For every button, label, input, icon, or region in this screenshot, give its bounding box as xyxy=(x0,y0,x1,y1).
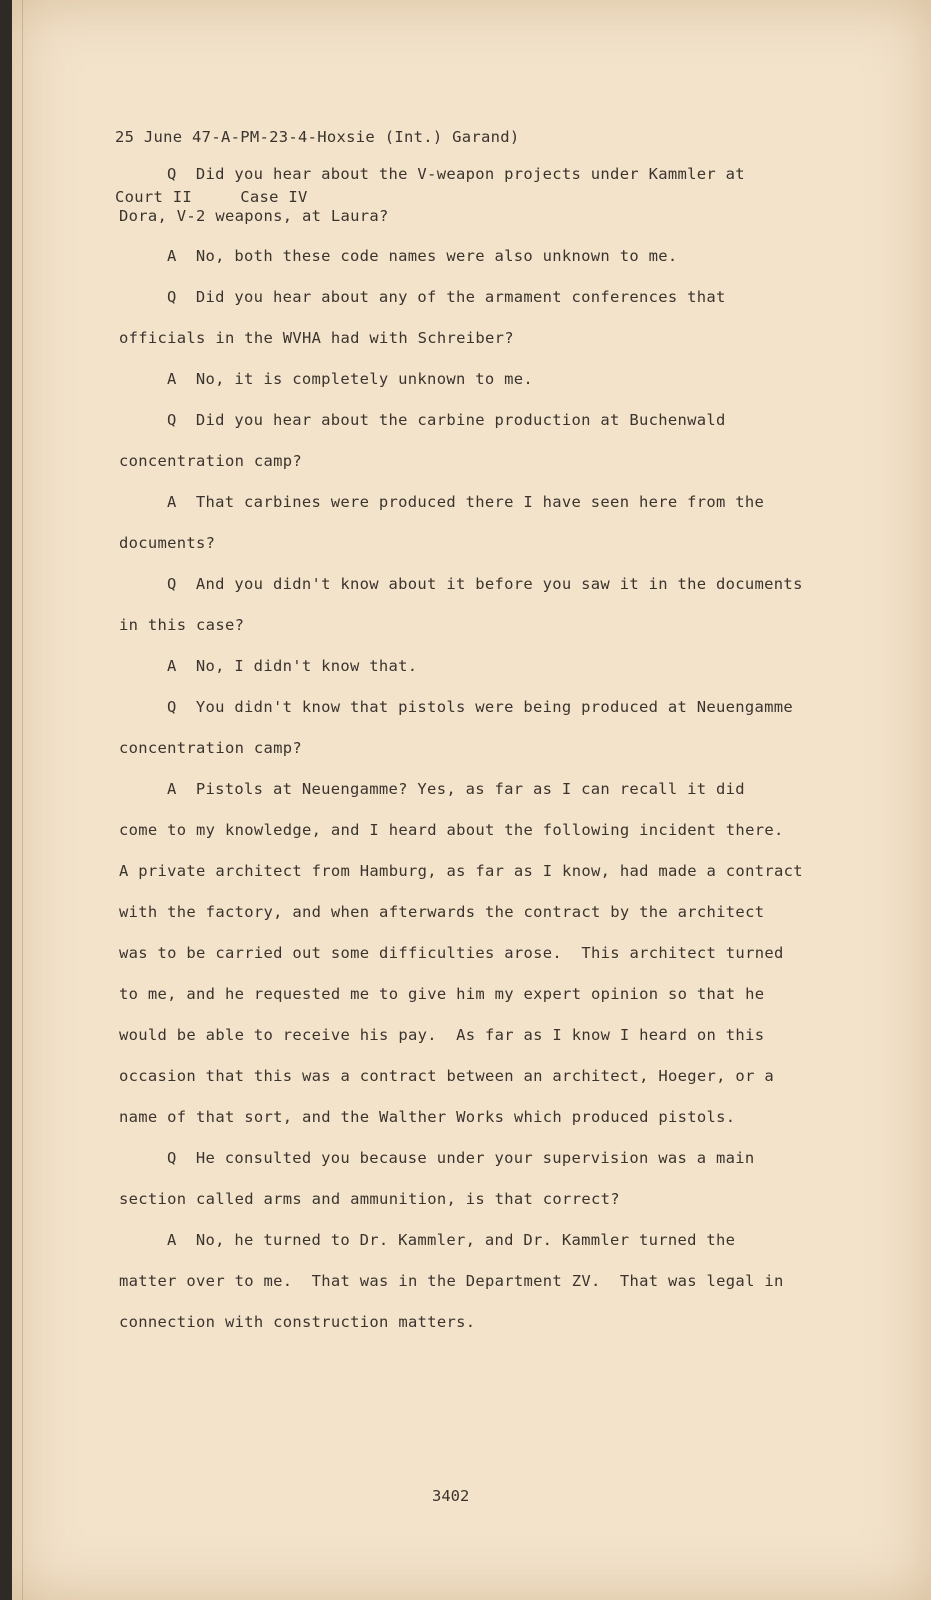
transcript-line: Dora, V-2 weapons, at Laura? xyxy=(119,207,389,225)
transcript-line: A Pistols at Neuengamme? Yes, as far as I can recall it did xyxy=(167,780,745,798)
transcript-line: was to be carried out some difficulties arose. This architect turned xyxy=(119,944,784,962)
transcript-line: Q He consulted you because under your supervision was a main xyxy=(167,1149,755,1167)
transcript-line: A That carbines were produced there I have seen here from the xyxy=(167,493,765,511)
transcript-line: Q You didn't know that pistols were being produced at Neuengamme xyxy=(167,698,794,716)
transcript-line: documents? xyxy=(119,534,216,552)
transcript-line: would be able to receive his pay. As far as I know I heard on this xyxy=(119,1026,765,1044)
transcript-line: with the factory, and when afterwards the contract by the architect xyxy=(119,903,765,921)
transcript-line: A No, I didn't know that. xyxy=(167,657,418,675)
transcript-line: A No, it is completely unknown to me. xyxy=(167,370,534,388)
transcript-line: connection with construction matters. xyxy=(119,1313,476,1331)
transcript-line: A private architect from Hamburg, as far as I know, had made a contract xyxy=(119,862,803,880)
transcript-line: occasion that this was a contract between an architect, Hoeger, or a xyxy=(119,1067,774,1085)
transcript-line: concentration camp? xyxy=(119,739,303,757)
transcript-line: name of that sort, and the Walther Works which produced pistols. xyxy=(119,1108,736,1126)
transcript-line: officials in the WVHA had with Schreiber? xyxy=(119,329,514,347)
transcript-line: Q Did you hear about the carbine production at Buchenwald xyxy=(167,411,726,429)
transcript-line: to me, and he requested me to give him my expert opinion so that he xyxy=(119,985,765,1003)
transcript-line: A No, both these code names were also unknown to me. xyxy=(167,247,678,265)
transcript-line: come to my knowledge, and I heard about the following incident there. xyxy=(119,821,784,839)
transcript-line: Q Did you hear about the V-weapon projects under Kammler at xyxy=(167,165,745,183)
document-page xyxy=(12,0,931,1600)
transcript-line: matter over to me. That was in the Department ZV. That was legal in xyxy=(119,1272,784,1290)
transcript-line: concentration camp? xyxy=(119,452,303,470)
transcript-line: A No, he turned to Dr. Kammler, and Dr. Kammler turned the xyxy=(167,1231,736,1249)
page-number: 3402 xyxy=(432,1487,470,1505)
transcript-line: section called arms and ammunition, is that correct? xyxy=(119,1190,620,1208)
transcript-line: Q Did you hear about any of the armament conferences that xyxy=(167,288,726,306)
transcript-line: Q And you didn't know about it before you saw it in the documents xyxy=(167,575,803,593)
header-line-date-session: 25 June 47-A-PM-23-4-Hoxsie (Int.) Garand) xyxy=(115,128,520,146)
header-line-court-case: Court II Case IV xyxy=(115,188,308,206)
transcript-line: in this case? xyxy=(119,616,245,634)
